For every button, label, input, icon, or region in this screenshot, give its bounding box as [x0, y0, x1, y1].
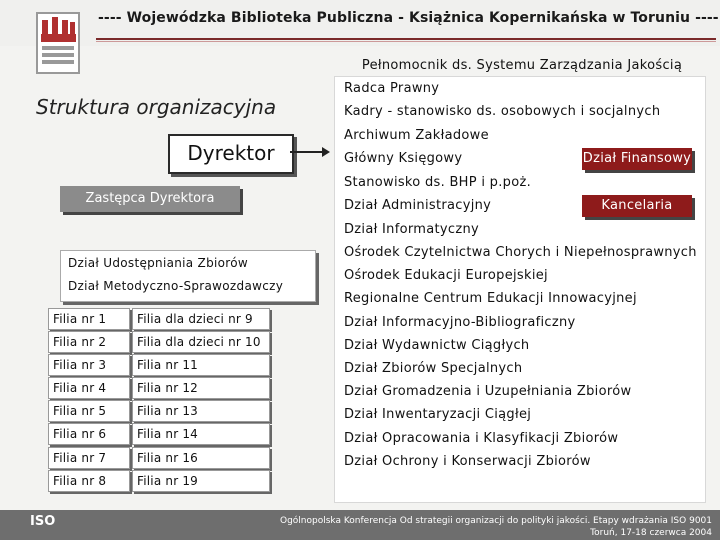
office-department: Kancelaria — [582, 195, 692, 217]
branch-item: Filia nr 2 — [48, 331, 130, 353]
department-item: Dział Udostępniania Zbiorów — [68, 256, 248, 270]
director-arrow — [290, 151, 326, 153]
library-logo-icon — [36, 12, 80, 74]
right-item: Dział Opracowania i Klasyfikacji Zbiorów — [344, 431, 619, 446]
title-underline — [96, 38, 716, 40]
branch-item: Filia nr 3 — [48, 354, 130, 376]
right-item: Główny Księgowy — [344, 151, 463, 166]
branch-item: Filia nr 7 — [48, 447, 130, 469]
right-item: Ośrodek Edukacji Europejskiej — [344, 268, 548, 283]
branch-item: Filia nr 13 — [132, 400, 270, 422]
right-item: Dział Informacyjno-Bibliograficzny — [344, 315, 576, 330]
conference-title: Ogólnopolska Konferencja Od strategii organizacji do polityki jakości. Etapy wdrażania ISO 9001 — [279, 516, 712, 526]
director-box: Dyrektor — [168, 134, 294, 174]
right-item: Dział Ochrony i Konserwacji Zbiorów — [344, 454, 591, 469]
right-item: Kadry - stanowisko ds. osobowych i socjalnych — [344, 104, 661, 119]
right-item: Regionalne Centrum Edukacji Innowacyjnej — [344, 291, 637, 306]
right-item: Dział Administracyjny — [344, 198, 492, 213]
conference-date: Toruń, 17-18 czerwca 2004 — [590, 528, 712, 538]
branch-item: Filia nr 1 — [48, 308, 130, 330]
branch-item: Filia nr 4 — [48, 377, 130, 399]
branch-item: Filia nr 8 — [48, 470, 130, 492]
right-item: Dział Informatyczny — [344, 222, 479, 237]
right-item: Dział Inwentaryzacji Ciągłej — [344, 407, 532, 422]
right-item: Radca Prawny — [344, 81, 440, 96]
branch-item: Filia nr 6 — [48, 423, 130, 445]
iso-logo: ISO — [30, 514, 56, 529]
right-item: Ośrodek Czytelnictwa Chorych i Niepełnosprawnych — [344, 245, 697, 260]
structure-heading: Struktura organizacyjna — [36, 95, 277, 119]
branch-item: Filia dla dzieci nr 10 — [132, 331, 270, 353]
branch-item: Filia nr 11 — [132, 354, 270, 376]
branch-item: Filia dla dzieci nr 9 — [132, 308, 270, 330]
right-item: Dział Gromadzenia i Uzupełniania Zbiorów — [344, 384, 632, 399]
branch-item: Filia nr 19 — [132, 470, 270, 492]
branch-item: Filia nr 12 — [132, 377, 270, 399]
branch-item: Filia nr 14 — [132, 423, 270, 445]
page-title: ---- Wojewódzka Biblioteka Publiczna - Książnica Kopernikańska w Toruniu ---- — [98, 10, 719, 26]
arrow-head-icon — [322, 147, 330, 157]
department-item: Dział Metodyczno-Sprawozdawczy — [68, 279, 284, 293]
deputy-director-box: Zastępca Dyrektora — [60, 186, 240, 212]
right-item: Archiwum Zakładowe — [344, 128, 489, 143]
right-item: Stanowisko ds. BHP i p.poż. — [344, 175, 532, 190]
title-underline-secondary — [96, 41, 716, 42]
right-item: Dział Zbiorów Specjalnych — [344, 361, 523, 376]
finance-department: Dział Finansowy — [582, 148, 692, 170]
branch-item: Filia nr 5 — [48, 400, 130, 422]
quality-representative: Pełnomocnik ds. Systemu Zarządzania Jakością — [361, 58, 683, 73]
branch-item: Filia nr 16 — [132, 447, 270, 469]
right-item: Dział Wydawnictw Ciągłych — [344, 338, 530, 353]
